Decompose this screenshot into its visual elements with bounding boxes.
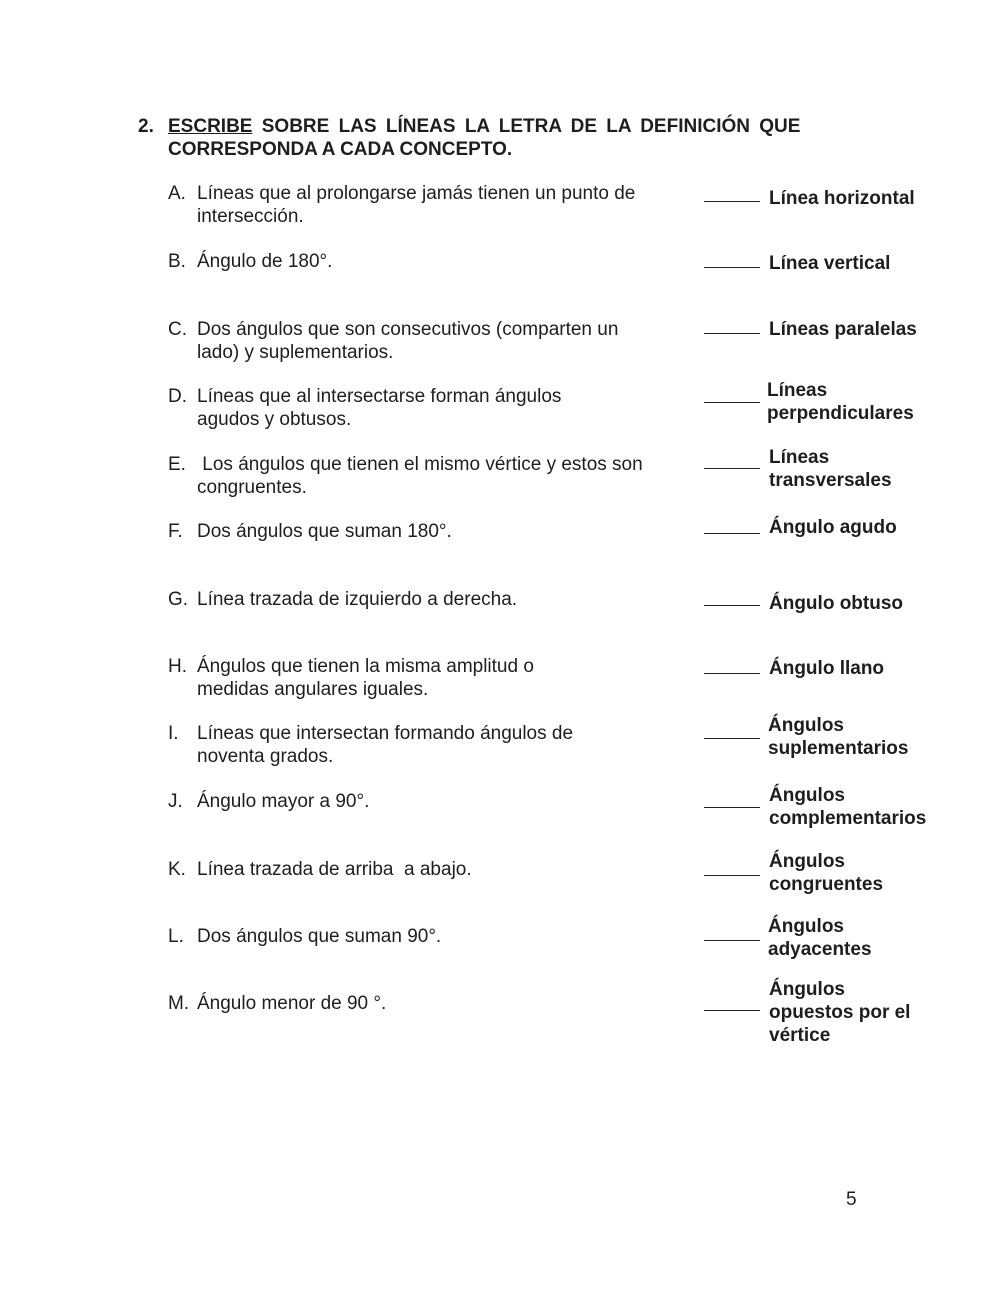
concept-label: Línea vertical bbox=[769, 253, 891, 274]
definition-letter: L. bbox=[168, 926, 184, 947]
concept-label: Ángulos bbox=[768, 715, 844, 736]
answer-blank[interactable] bbox=[704, 1010, 760, 1011]
definition-text: Línea trazada de izquierdo a derecha. bbox=[197, 589, 518, 610]
concept-label: Ángulos bbox=[769, 785, 845, 806]
concept-label: Ángulos bbox=[769, 979, 845, 1000]
definition-letter: B. bbox=[168, 251, 186, 272]
definition-letter: K. bbox=[168, 859, 186, 880]
concept-label: Ángulo obtuso bbox=[769, 593, 904, 614]
concept-label: Ángulo agudo bbox=[769, 517, 897, 538]
concept-item bbox=[769, 784, 994, 830]
concept-label: perpendiculares bbox=[767, 403, 914, 424]
answer-blank[interactable] bbox=[704, 201, 760, 202]
concept-item bbox=[769, 318, 994, 341]
definition-letter: H. bbox=[168, 656, 187, 677]
definition-letter: D. bbox=[168, 386, 187, 407]
definition-text: Ángulos que tienen la misma amplitud o medidas angulares iguales. bbox=[197, 656, 534, 700]
definition-text: Ángulo menor de 90 °. bbox=[197, 993, 387, 1014]
concept-label: congruentes bbox=[769, 874, 884, 895]
definition-text: Líneas que intersectan formando ángulos de noventa grados. bbox=[197, 723, 574, 767]
answer-blank[interactable] bbox=[704, 940, 760, 941]
answer-blank[interactable] bbox=[704, 267, 760, 268]
definition-letter: I. bbox=[168, 723, 179, 744]
definition-letter: A. bbox=[168, 183, 186, 204]
concept-item bbox=[768, 714, 993, 760]
concept-label: Ángulo llano bbox=[769, 658, 885, 679]
answer-blank[interactable] bbox=[704, 673, 760, 674]
definition-text: Los ángulos que tienen el mismo vértice y estos son congruentes. bbox=[197, 454, 648, 498]
definition-letter: G. bbox=[168, 589, 189, 610]
definition-letter: F. bbox=[168, 521, 183, 542]
concept-label: transversales bbox=[769, 470, 892, 491]
concept-label: Ángulos bbox=[769, 851, 845, 872]
definition-letter: M. bbox=[168, 993, 190, 1014]
concept-label: adyacentes bbox=[768, 939, 872, 960]
concept-item bbox=[769, 978, 994, 1047]
definition-text: Dos ángulos que suman 90°. bbox=[197, 926, 442, 947]
concept-label: Ángulos bbox=[768, 916, 844, 937]
concept-label: Línea horizontal bbox=[769, 188, 915, 209]
instructions-line-2: CORRESPONDA A CADA CONCEPTO. bbox=[168, 139, 513, 160]
definition-letter: C. bbox=[168, 319, 187, 340]
concept-label: complementarios bbox=[769, 808, 927, 829]
page-number: 5 bbox=[846, 1189, 857, 1210]
definition-text: Ángulo mayor a 90°. bbox=[197, 791, 370, 812]
answer-blank[interactable] bbox=[704, 533, 760, 534]
concept-item bbox=[767, 379, 992, 425]
concept-item bbox=[769, 657, 994, 680]
concept-item bbox=[768, 915, 993, 961]
answer-blank[interactable] bbox=[704, 738, 760, 739]
definition-letter: E. bbox=[168, 454, 186, 475]
question-number: 2. bbox=[138, 116, 154, 137]
concept-label: vértice bbox=[769, 1025, 831, 1046]
concept-label: suplementarios bbox=[768, 738, 909, 759]
concept-item bbox=[769, 187, 994, 210]
instructions-line-1 bbox=[168, 115, 800, 138]
definition-text: Línea trazada de arriba a abajo. bbox=[197, 859, 472, 880]
definition-text: Líneas que al intersectarse forman ángulos agudos y obtusos. bbox=[197, 386, 562, 430]
answer-blank[interactable] bbox=[704, 333, 760, 334]
concept-label: Líneas bbox=[769, 447, 830, 468]
answer-blank[interactable] bbox=[704, 605, 760, 606]
definition-text: Dos ángulos que son consecutivos (comparten un lado) y suplementarios. bbox=[197, 319, 619, 363]
concept-item bbox=[769, 252, 994, 275]
answer-blank[interactable] bbox=[704, 468, 760, 469]
concept-label: opuestos por el bbox=[769, 1002, 911, 1023]
definition-letter: J. bbox=[168, 791, 183, 812]
concept-label: Líneas paralelas bbox=[769, 319, 917, 340]
concept-item bbox=[769, 516, 994, 539]
concept-item bbox=[769, 446, 994, 492]
answer-blank[interactable] bbox=[704, 402, 760, 403]
definition-text: Ángulo de 180°. bbox=[197, 251, 333, 272]
answer-blank[interactable] bbox=[704, 807, 760, 808]
definition-text: Líneas que al prolongarse jamás tienen un punto de intersección. bbox=[197, 183, 636, 227]
answer-blank[interactable] bbox=[704, 875, 760, 876]
definition-text: Dos ángulos que suman 180°. bbox=[197, 521, 452, 542]
instructions-line-1-rest: SOBRE LAS LÍNEAS LA LETRA DE LA DEFINICIÓN QUE bbox=[261, 116, 801, 137]
concept-item bbox=[769, 850, 994, 896]
concept-label: Líneas bbox=[767, 380, 828, 401]
concept-item bbox=[769, 592, 994, 615]
instructions-verb: ESCRIBE bbox=[168, 116, 253, 137]
